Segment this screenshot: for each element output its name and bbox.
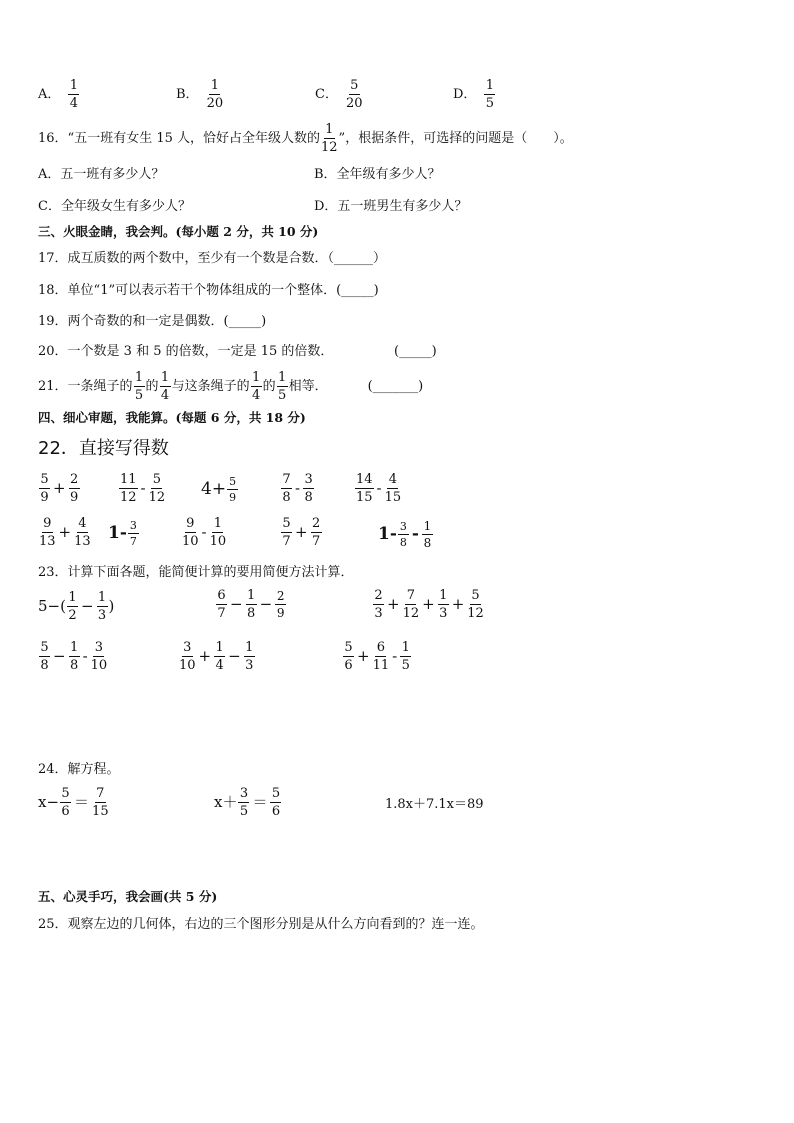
question-17: 17．成互质数的两个数中，至少有一个数是合数．（______）: [38, 251, 387, 266]
q23-expr-4: $\frac{5}{8}$ − $\frac{1}{8}$ - $\frac{3}{10}$: [40, 640, 108, 673]
q21-fraction-2: $\frac{1}{4}$: [160, 370, 170, 403]
fraction: $\frac{6}{7}$: [217, 588, 226, 621]
fraction: $\frac{3}{10}$: [179, 640, 196, 673]
fraction: $\frac{3}{10}$: [90, 640, 108, 673]
q15-option-a: A． $\frac{1}{4}$: [38, 78, 79, 111]
q15-option-c-fraction: $\frac{5}{20}$: [345, 78, 363, 111]
q22-expr-2: $\frac{11}{12}$ - $\frac{5}{12}$: [120, 472, 166, 505]
q23-expr-2: $\frac{6}{7}$ − $\frac{1}{8}$ − $\frac{2}{9}$: [217, 588, 285, 621]
q16-option-a: A．五一班有多少人？: [38, 167, 165, 182]
fraction: $\frac{7}{12}$: [402, 588, 420, 621]
fraction: $\frac{5}{12}$: [148, 472, 166, 505]
q22-expr-10: 1- $\frac{3}{8}$ - $\frac{1}{8}$: [378, 519, 432, 550]
section-3-heading: 三、火眼金睛，我会判。(每小题 2 分，共 10 分): [38, 224, 319, 239]
fraction: $\frac{1}{2}$: [68, 590, 77, 623]
fraction: $\frac{3}{7}$: [129, 519, 137, 548]
fraction: $\frac{2}{7}$: [311, 516, 321, 549]
q22-expr-1: $\frac{5}{9}$ + $\frac{2}{9}$: [40, 472, 79, 505]
fraction: $\frac{14}{15}$: [356, 472, 373, 505]
fraction: $\frac{1}{4}$: [215, 640, 224, 673]
fraction: $\frac{5}{9}$: [229, 475, 237, 504]
q23-expr-3: $\frac{2}{3}$ + $\frac{7}{12}$ + $\frac{1}{3}$ + $\frac{5}{12}$: [374, 588, 484, 621]
fraction: $\frac{1}{10}$: [209, 516, 227, 549]
fraction: $\frac{5}{6}$: [61, 786, 70, 819]
fraction: $\frac{3}{8}$: [399, 520, 407, 549]
q23-expr-6: $\frac{5}{6}$ + $\frac{6}{11}$ - $\frac{1}{5}$: [344, 640, 410, 673]
fraction: $\frac{1}{3}$: [245, 640, 254, 673]
fraction: $\frac{2}{9}$: [69, 472, 79, 505]
question-20: 20．一个数是 3 和 5 的倍数，一定是 15 的倍数．: [38, 344, 334, 359]
q16-option-b: B．全年级有多少人？: [314, 167, 441, 182]
q22-expr-8: $\frac{9}{10}$ - $\frac{1}{10}$: [182, 516, 227, 549]
fraction: $\frac{1}{5}$: [401, 640, 410, 673]
q23-expr-5: $\frac{3}{10}$ + $\frac{1}{4}$ − $\frac{1}{3}$: [179, 640, 254, 673]
fraction: $\frac{3}{5}$: [239, 786, 249, 819]
question-16: 16．“五一班有女生 15 人，恰好占全年级人数的 $\frac{1}{12}$ ”，根据条件，可选择的问题是（ ）。: [38, 122, 573, 155]
q16-fraction: $\frac{1}{12}$: [321, 122, 338, 155]
q21-fraction-4: $\frac{1}{5}$: [277, 370, 287, 403]
fraction: $\frac{2}{9}$: [276, 589, 285, 620]
q23-expr-1: 5−( $\frac{1}{2}$ − $\frac{1}{3}$ ): [38, 590, 115, 623]
q15-option-d: D． $\frac{1}{5}$: [453, 78, 495, 111]
fraction: $\frac{5}{8}$: [40, 640, 49, 673]
fraction: $\frac{5}{9}$: [40, 472, 49, 505]
fraction: $\frac{2}{3}$: [374, 588, 383, 621]
fraction: $\frac{1}{8}$: [423, 519, 432, 550]
fraction: $\frac{11}{12}$: [120, 472, 137, 505]
q15-option-d-fraction: $\frac{1}{5}$: [485, 78, 495, 111]
question-19: 19．两个奇数的和一定是偶数．(_____): [38, 314, 267, 329]
q22-expr-7: 1- $\frac{3}{7}$: [108, 519, 137, 548]
fraction: $\frac{1}{8}$: [246, 588, 256, 621]
q21-fraction-1: $\frac{1}{5}$: [134, 370, 144, 403]
fraction: $\frac{1}{8}$: [69, 640, 79, 673]
q15-option-b: B． $\frac{1}{20}$: [176, 78, 224, 111]
fraction: $\frac{5}{6}$: [344, 640, 353, 673]
question-23-title: 23．计算下面各题，能简便计算的要用简便方法计算．: [38, 565, 354, 580]
question-25: 25．观察左边的几何体，右边的三个图形分别是从什么方向看到的？连一连。: [38, 917, 484, 932]
q22-expr-5: $\frac{14}{15}$ - $\frac{4}{15}$: [356, 472, 402, 505]
fraction: $\frac{9}{13}$: [39, 516, 56, 549]
q22-expr-6: $\frac{9}{13}$ + $\frac{4}{13}$: [39, 516, 91, 549]
question-22-title: 22．直接写得数: [38, 438, 169, 459]
q24-equation-2: x＋ $\frac{3}{5}$ ＝ $\frac{5}{6}$: [214, 786, 281, 819]
fraction: $\frac{9}{10}$: [182, 516, 199, 549]
fraction: $\frac{7}{15}$: [92, 786, 109, 819]
fraction: $\frac{5}{6}$: [271, 786, 281, 819]
fraction: $\frac{5}{12}$: [467, 588, 484, 621]
q24-equation-3: 1.8x＋7.1x＝89: [385, 797, 484, 812]
fraction: $\frac{4}{15}$: [384, 472, 402, 505]
question-21: 21．一条绳子的 $\frac{1}{5}$ 的 $\frac{1}{4}$ 与这条绳子的 $\frac{1}{4}$ 的 $\frac{1}{5}$ 相等． (_______): [38, 370, 424, 403]
q15-option-b-fraction: $\frac{1}{20}$: [206, 78, 224, 111]
question-24-title: 24．解方程。: [38, 762, 120, 777]
fraction: $\frac{1}{3}$: [439, 588, 448, 621]
q21-blank: (_______): [367, 379, 424, 394]
question-20-blank: (_____): [394, 344, 437, 359]
fraction: $\frac{7}{8}$: [282, 472, 291, 505]
section-5-heading: 五、心灵手巧，我会画(共 5 分): [38, 889, 218, 904]
q16-option-d: D．五一班男生有多少人？: [314, 199, 468, 214]
fraction: $\frac{1}{3}$: [97, 590, 107, 623]
q22-expr-9: $\frac{5}{7}$ + $\frac{2}{7}$: [282, 516, 321, 549]
question-18: 18．单位“1”可以表示若干个物体组成的一个整体．(_____): [38, 283, 379, 298]
fraction: $\frac{4}{13}$: [74, 516, 91, 549]
section-4-heading: 四、细心审题，我能算。(每题 6 分，共 18 分): [38, 410, 306, 425]
q22-expr-3: 4+ $\frac{5}{9}$: [201, 475, 237, 504]
q15-option-c: C． $\frac{5}{20}$: [315, 78, 363, 111]
q22-expr-4: $\frac{7}{8}$ - $\frac{3}{8}$: [282, 472, 313, 505]
fraction: $\frac{6}{11}$: [372, 640, 390, 673]
q24-equation-1: x− $\frac{5}{6}$ ＝ $\frac{7}{15}$: [38, 786, 109, 819]
q15-option-a-fraction: $\frac{1}{4}$: [69, 78, 79, 111]
q21-fraction-3: $\frac{1}{4}$: [251, 370, 261, 403]
fraction: $\frac{3}{8}$: [304, 472, 313, 505]
q16-option-c: C．全年级女生有多少人？: [38, 199, 191, 214]
fraction: $\frac{5}{7}$: [282, 516, 291, 549]
